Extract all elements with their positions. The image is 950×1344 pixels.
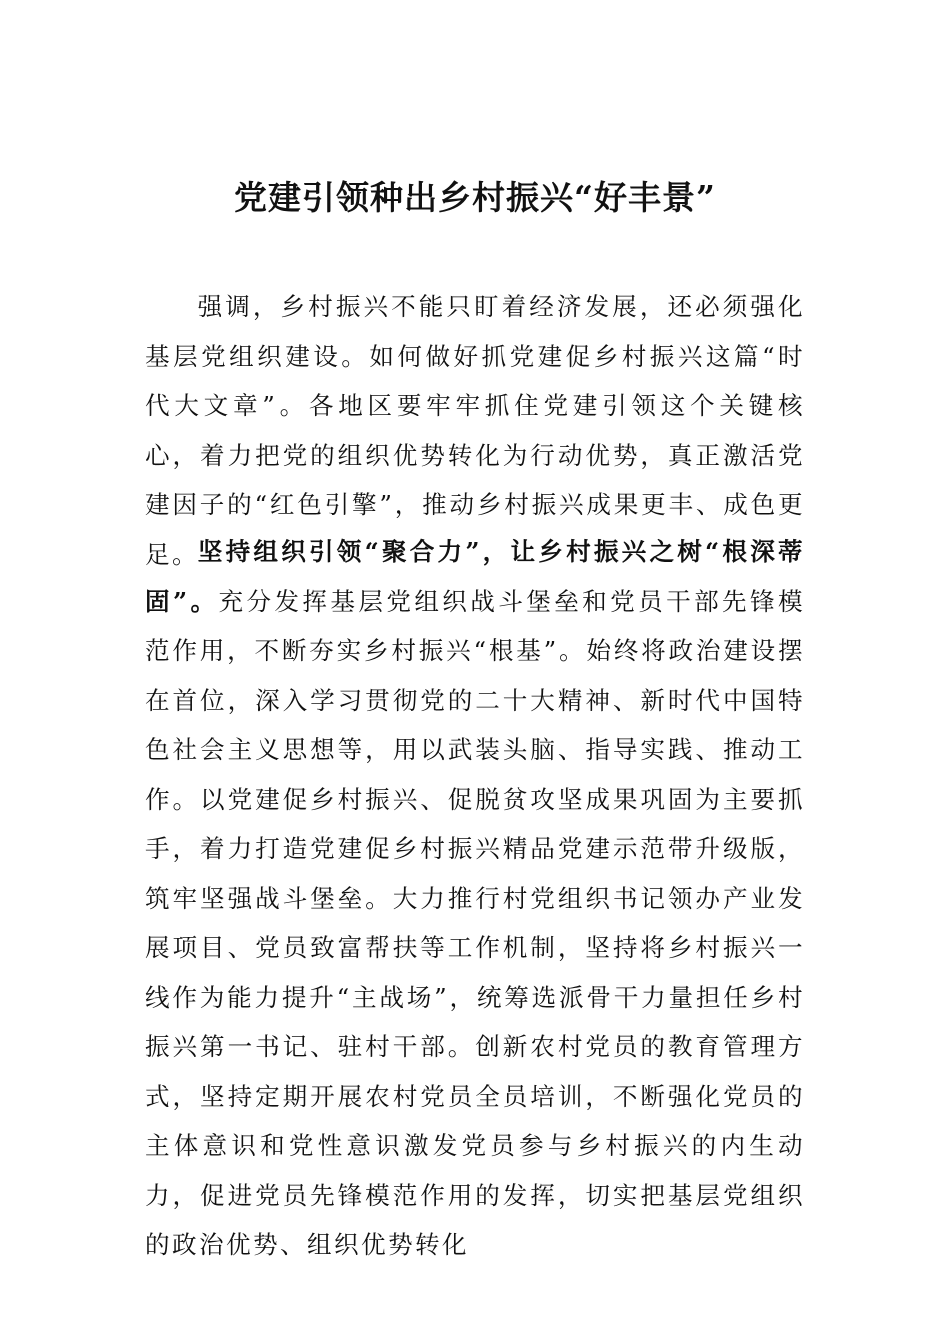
paragraph-text: 强调，乡村振兴不能只盯着经济发展，还必须强化基层党组织建设。如何做好抓党建促乡村振兴这篇“时代大文章”。各地区要牢牢抓住党建引领这个关键核心，着力把党的组织优势转化为行动优势，真正激活党建因子的“红色引擎”，推动乡村振兴成果更丰、成色更足。 <box>145 292 805 569</box>
paragraph-text: 充分发挥基层党组织战斗堡垒和党员干部先锋模范作用，不断夯实乡村振兴“根基”。始终将政治建设摆在首位，深入学习贯彻党的二十大精神、新时代中国特色社会主义思想等，用以武装头脑、指导实践、推动工作。以党建促乡村振兴、促脱贫攻坚成果巩固为主要抓手，着力打造党建促乡村振兴精品党建示范带升级版，筑牢坚强战斗堡垒。大力推行村党组织书记领办产业发展项目、党员致富帮扶等工作机制，坚持将乡村振兴一线作为能力提升“主战场”，统筹选派骨干力量担任乡村振兴第一书记、驻村干部。创新农村党员的教育管理方式，坚持定期开展农村党员全员培训，不断强化党员的主体意识和党性意识激发党员参与乡村振兴的内生动力，促进党员先锋模范作用的发挥，切实把基层党组织的政治优势、组织优势转化 <box>145 586 805 1259</box>
paragraph-lead-heading: 坚持组织引领“聚合力”，让乡村振兴之树“根深蒂固”。 <box>145 537 805 616</box>
paragraph-organization <box>145 527 805 1270</box>
document-title: 党建引领种出乡村振兴“好丰景” <box>234 178 716 217</box>
